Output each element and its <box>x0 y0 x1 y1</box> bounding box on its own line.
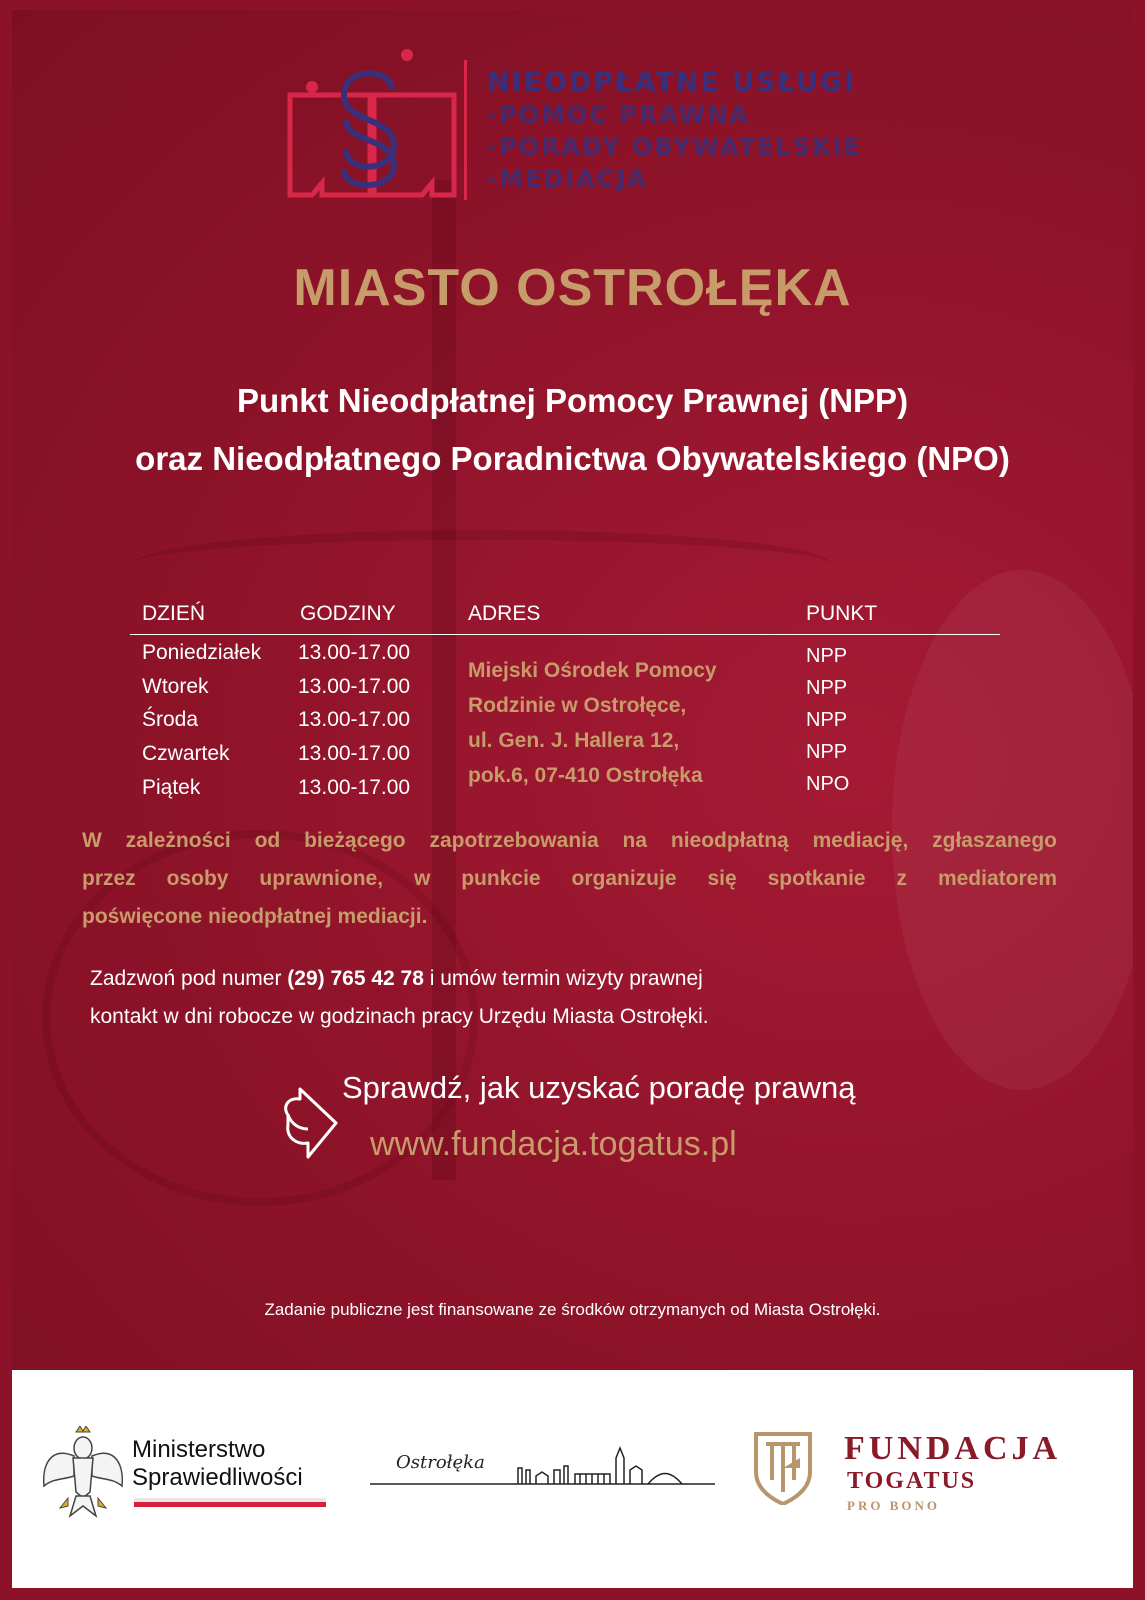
polish-flag-bar <box>134 1498 326 1508</box>
table-cell-hours: 13.00-17.00 <box>298 675 411 698</box>
schedule-table <box>130 600 1000 815</box>
column-header-hours: GODZINY <box>300 602 396 625</box>
table-cell-day: Poniedziałek <box>142 641 262 664</box>
table-cell-hours: 13.00-17.00 <box>298 776 411 799</box>
foundation-subtitle: TOGATUS <box>847 1468 977 1494</box>
logo-text <box>487 67 862 195</box>
scales-arm-silhouette <box>132 530 832 600</box>
contact-info <box>90 960 709 1036</box>
togatus-shield-icon <box>752 1430 814 1505</box>
table-cell-hours: 13.00-17.00 <box>298 742 411 765</box>
table-cell-point: NPP <box>806 677 848 699</box>
logo-line: -MEDIACJA <box>487 165 648 193</box>
footer-logos <box>12 1370 1133 1588</box>
table-cell-day: Czwartek <box>142 742 230 765</box>
phone-number[interactable]: (29) 765 42 78 <box>287 967 424 990</box>
logo-line: -PORADY OBYWATELSKIE <box>487 133 863 161</box>
table-cell-point: NPO <box>806 773 850 795</box>
logo-line: NIEODPŁATNE USŁUGI <box>487 67 857 98</box>
contact-line <box>90 960 709 998</box>
paragraph-line: poświęcone nieodpłatnej mediacji. <box>82 905 428 928</box>
paragraph-book-icon <box>282 45 462 205</box>
city-logo-text: Ostrołęka <box>396 1452 485 1473</box>
poster <box>12 10 1133 1370</box>
ministry-line: Ministerstwo <box>132 1436 266 1463</box>
contact-suffix: i umów termin wizyty prawnej <box>423 967 703 990</box>
subtitle <box>12 372 1133 488</box>
table-cell-hours: 13.00-17.00 <box>298 708 411 731</box>
address-line: Rodzinie w Ostrołęce, <box>468 694 687 717</box>
table-cell-hours: 13.00-17.00 <box>298 641 411 664</box>
ministry-line: Sprawiedliwości <box>132 1464 303 1491</box>
mediation-paragraph <box>82 822 1057 936</box>
subtitle-line: oraz Nieodpłatnego Poradnictwa Obywatelskiego (NPO) <box>135 440 1010 477</box>
services-logo <box>282 45 882 215</box>
city-title: MIASTO OSTROŁĘKA <box>293 259 852 317</box>
table-body <box>130 635 1000 815</box>
subtitle-line: Punkt Nieodpłatnej Pomocy Prawnej (NPP) <box>236 382 909 419</box>
column-header-point: PUNKT <box>806 602 878 625</box>
table-cell-point: NPP <box>806 709 848 731</box>
address-line: pok.6, 07-410 Ostrołęka <box>468 764 703 787</box>
arrow-right-icon <box>280 1085 340 1160</box>
table-cell-point: NPP <box>806 741 848 763</box>
funding-note: Zadanie publiczne jest finansowane ze środków otrzymanych od Miasta Ostrołęki. <box>264 1300 881 1319</box>
logo-line: -POMOC PRAWNA <box>487 101 750 129</box>
table-cell-day: Środa <box>142 708 199 731</box>
table-header <box>130 600 1000 635</box>
paragraph-line: przez osoby uprawnione, w punkcie organizuje się spotkanie z mediatorem <box>82 867 1057 890</box>
cta-text: Sprawdź, jak uzyskać poradę prawną <box>342 1070 856 1105</box>
address-block <box>468 653 717 793</box>
address-line: Miejski Ośrodek Pomocy <box>468 659 717 682</box>
foundation-title: FUNDACJA <box>844 1430 1062 1467</box>
table-cell-day: Piątek <box>142 776 201 799</box>
foundation-tagline: PRO BONO <box>847 1498 940 1513</box>
polish-eagle-icon <box>40 1426 126 1522</box>
table-cell-point: NPP <box>806 645 848 667</box>
column-header-day: DZIEŃ <box>142 602 205 625</box>
ministry-name <box>132 1436 303 1492</box>
contact-prefix: Zadzwoń pod numer <box>90 967 288 990</box>
column-header-address: ADRES <box>468 602 541 625</box>
address-line: ul. Gen. J. Hallera 12, <box>468 729 680 752</box>
logo-divider <box>464 60 467 200</box>
contact-line: kontakt w dni robocze w godzinach pracy Urzędu Miasta Ostrołęki. <box>90 1005 709 1028</box>
table-cell-day: Wtorek <box>142 675 209 698</box>
website-link[interactable]: www.fundacja.togatus.pl <box>370 1125 737 1163</box>
paragraph-line: W zależności od bieżącego zapotrzebowania na nieodpłatną mediację, zgłaszanego <box>82 829 1057 852</box>
